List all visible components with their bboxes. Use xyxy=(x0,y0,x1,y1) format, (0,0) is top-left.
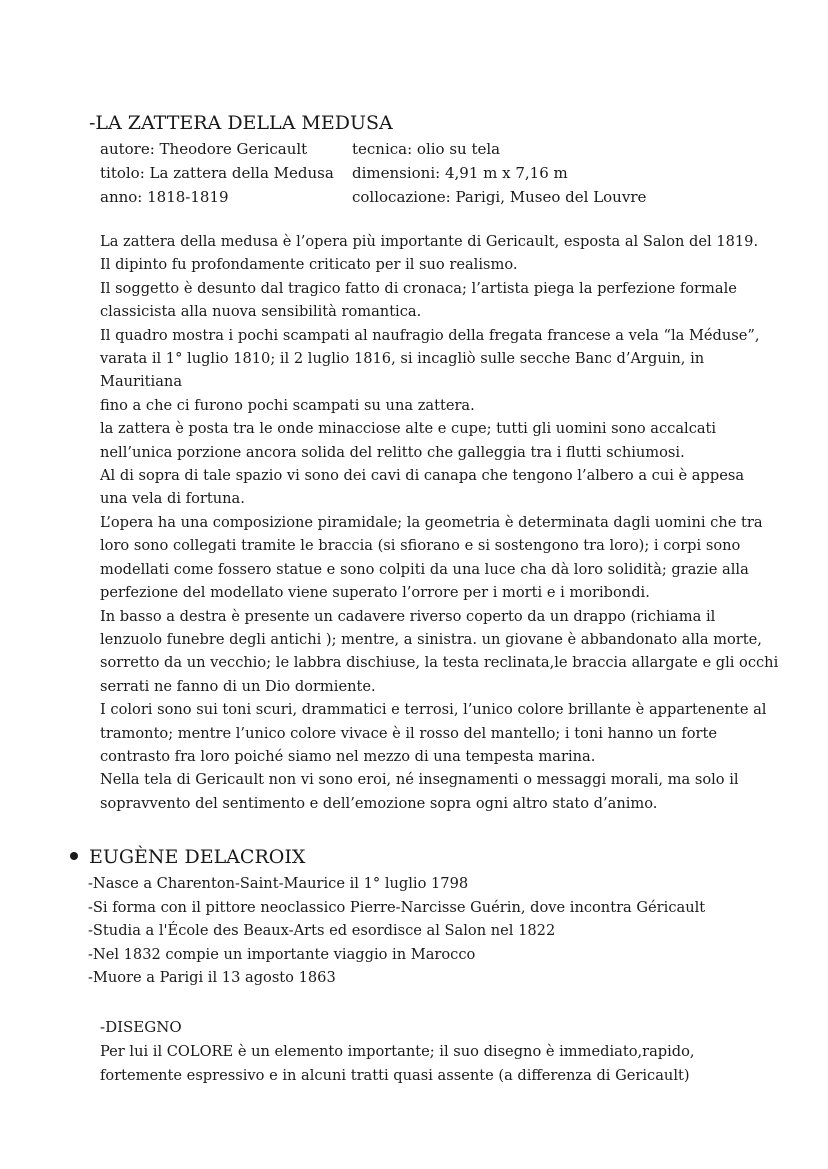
meta-titolo: titolo: La zattera della Medusa xyxy=(100,164,334,182)
text-line: fino a che ci furono pochi scampati su una zattera. xyxy=(100,396,475,414)
disegno-description xyxy=(100,1040,740,1087)
text-line: Nella tela di Gericault non vi sono eroi, né insegnamenti o messaggi morali, ma solo il xyxy=(100,771,739,789)
text-line: sopravvento del sentimento e dell’emozione sopra ogni altro stato d’animo. xyxy=(100,794,658,812)
text-line: una vela di fortuna. xyxy=(100,490,245,508)
section-title-zattera: -LA ZATTERA DELLA MEDUSA xyxy=(89,112,393,134)
text-line: contrasto fra loro poiché siamo nel mezzo di una tempesta marina. xyxy=(100,747,596,765)
text-line: In basso a destra è presente un cadavere riverso coperto da un drappo (richiama il xyxy=(100,607,716,625)
artwork-meta-right xyxy=(352,137,646,209)
text-line: serrati ne fanno di un Dio dormiente. xyxy=(100,677,376,695)
zattera-description xyxy=(100,230,780,815)
text-line: L’opera ha una composizione piramidale; la geometria è determinata dagli uomini che tra xyxy=(100,513,763,531)
subsection-title-disegno: -DISEGNO xyxy=(100,1018,182,1036)
text-line: Al di sopra di tale spazio vi sono dei cavi di canapa che tengono l’albero a cui è appesa xyxy=(100,467,745,485)
text-line: perfezione del modellato viene superato l’orrore per i morti e i moribondi. xyxy=(100,584,650,602)
meta-collocazione: collocazione: Parigi, Museo del Louvre xyxy=(352,188,647,206)
list-item: -Studia a l'École des Beaux-Arts ed esordisce al Salon nel 1822 xyxy=(88,922,556,940)
list-item: -Nel 1832 compie un importante viaggio in Marocco xyxy=(88,945,476,963)
delacroix-bio-list xyxy=(88,872,705,990)
meta-tecnica: tecnica: olio su tela xyxy=(352,140,501,158)
bullet-icon xyxy=(70,852,78,860)
text-line: tramonto; mentre l’unico colore vivace è il rosso del mantello; i toni hanno un forte xyxy=(100,724,718,742)
text-line: lenzuolo funebre degli antichi ); mentre, a sinistra. un giovane è abbandonato alla morte, xyxy=(100,630,762,648)
text-line: Il soggetto è desunto dal tragico fatto di cronaca; l’artista piega la perfezione formale xyxy=(100,279,737,297)
meta-dimensioni: dimensioni: 4,91 m x 7,16 m xyxy=(352,164,568,182)
list-item: -Si forma con il pittore neoclassico Pierre-Narcisse Guérin, dove incontra Géricault xyxy=(88,898,706,916)
section-title-text: EUGÈNE DELACROIX xyxy=(89,846,306,868)
meta-autore: autore: Theodore Gericault xyxy=(100,140,308,158)
list-item: -Muore a Parigi il 13 agosto 1863 xyxy=(88,969,336,987)
text-line: modellati come fossero statue e sono colpiti da una luce cha dà loro solidità; grazie alla xyxy=(100,560,749,578)
text-line: Per lui il COLORE è un elemento importante; il suo disegno è immediato,rapido, xyxy=(100,1043,695,1060)
text-line: I colori sono sui toni scuri, drammatici e terrosi, l’unico colore brillante è appartenente al xyxy=(100,701,767,719)
text-line: classicista alla nuova sensibilità romantica. xyxy=(100,303,422,321)
text-line: fortemente espressivo e in alcuni tratti quasi assente (a differenza di Gericault) xyxy=(100,1066,690,1084)
text-line: nell’unica porzione ancora solida del relitto che galleggia tra i flutti schiumosi. xyxy=(100,443,685,461)
text-line: Il quadro mostra i pochi scampati al naufragio della fregata francese a vela “la Méduse”, xyxy=(100,326,760,344)
meta-anno: anno: 1818-1819 xyxy=(100,188,229,206)
text-line: sorretto da un vecchio; le labbra dischiuse, la testa reclinata,le braccia allargate e gli occhi xyxy=(100,654,779,672)
text-line: varata il 1° luglio 1810; il 2 luglio 1816, si incagliò sulle secche Banc d’Arguin, in Mauritiana xyxy=(100,350,705,391)
artwork-meta-left xyxy=(100,137,334,209)
section-title-delacroix xyxy=(70,843,305,871)
list-item: -Nasce a Charenton-Saint-Maurice il 1° luglio 1798 xyxy=(88,875,469,892)
text-line: La zattera della medusa è l’opera più importante di Gericault, esposta al Salon del 1819. xyxy=(100,233,759,250)
text-line: Il dipinto fu profondamente criticato per il suo realismo. xyxy=(100,256,518,274)
text-line: loro sono collegati tramite le braccia (si sfiorano e si sostengono tra loro); i corpi sono xyxy=(100,537,741,555)
text-line: la zattera è posta tra le onde minacciose alte e cupe; tutti gli uomini sono accalcati xyxy=(100,420,717,438)
